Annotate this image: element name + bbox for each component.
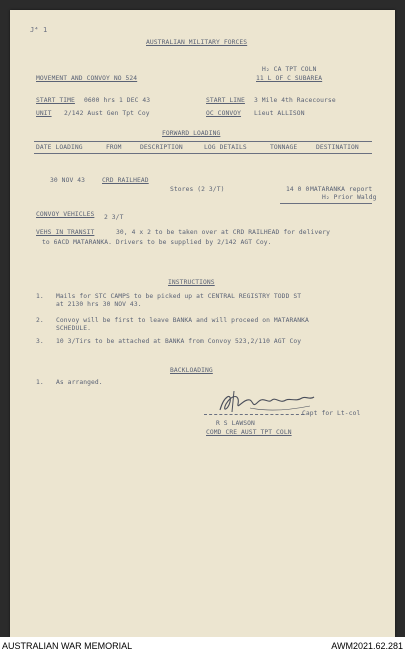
caption-bar: [0, 637, 405, 653]
row-bottom-rule: [280, 203, 372, 204]
oc-convoy-value: Lieut ALLISON: [254, 110, 305, 117]
instruction-text: Convoy will be first to leave BANKA and will proceed on MATARANKA: [56, 317, 309, 324]
document-title: AUSTRALIAN MILITARY FORCES: [146, 39, 248, 46]
instruction-number: 3.: [36, 338, 44, 345]
unit-label: UNIT: [36, 110, 52, 117]
table-top-rule: [34, 141, 372, 142]
oc-convoy-label: OC CONVOY: [206, 110, 242, 117]
hq-heading: H₂ CA TPT COLN: [262, 66, 317, 73]
vehs-in-transit-line: to 6ACD MATARANKA. Drivers to be supplied by 2/142 AGT Coy.: [42, 239, 272, 246]
unit-value: 2/142 Aust Gen Tpt Coy: [64, 110, 150, 117]
row-destination-note: H₂ Prior Waldg: [322, 194, 377, 201]
backloading-heading: BACKLOADING: [170, 367, 213, 374]
instruction-text: at 2130 hrs 30 NOV 43.: [56, 301, 142, 308]
row-tonnage: 14 0 0: [286, 186, 310, 193]
signature-role: COMD CRE AUST TPT COLN: [206, 429, 292, 436]
instruction-text: 10 3/Tirs to be attached at BANKA from Convoy 523,2/110 AGT Coy: [56, 338, 302, 345]
table-header-rule: [34, 153, 372, 154]
column-header: TONNAGE: [270, 144, 298, 151]
backloading-text: As arranged.: [56, 379, 103, 386]
vehs-in-transit-label: VEHS IN TRANSIT: [36, 229, 95, 236]
instruction-text: SCHEDULE.: [56, 325, 92, 332]
signature-name: R S LAWSON: [216, 420, 255, 427]
caption-left: AUSTRALIAN WAR MEMORIAL: [2, 641, 133, 651]
movement-label: MOVEMENT AND CONVOY NO 524: [36, 75, 138, 82]
start-line-value: 3 Mile 4th Racecourse: [254, 97, 336, 104]
column-header: DESCRIPTION: [140, 144, 183, 151]
instruction-text: Mails for STC CAMPS to be picked up at CENTRAL REGISTRY TODD ST: [56, 293, 302, 300]
start-line-label: START LINE: [206, 97, 245, 104]
row-from: CRD RAILHEAD: [102, 177, 149, 184]
convoy-vehicles-label: CONVOY VEHICLES: [36, 211, 95, 218]
signature-line: [204, 414, 304, 415]
corner-handwritten-mark: J⁴ 1: [30, 26, 48, 34]
vehs-in-transit-line: 30, 4 x 2 to be taken over at CRD RAILHEAD for delivery: [116, 229, 331, 236]
convoy-vehicles-value: 2 3/T: [104, 214, 124, 221]
column-header: FROM: [106, 144, 122, 151]
instruction-number: 2.: [36, 317, 44, 324]
column-header: DATE LOADING: [36, 144, 83, 151]
start-time-value: 0600 hrs 1 DEC 43: [84, 97, 151, 104]
row-date: 30 NOV 43: [50, 177, 86, 184]
sheet-number: 11 L OF C SUBAREA: [256, 75, 323, 82]
document-page: [10, 10, 395, 637]
instruction-number: 1.: [36, 293, 44, 300]
column-header: DESTINATION: [316, 144, 359, 151]
signature-title: Capt for Lt-col: [302, 410, 361, 417]
forward-loading-heading: FORWARD LOADING: [162, 130, 221, 137]
caption-right: AWM2021.62.281: [331, 641, 403, 651]
start-time-label: START TIME: [36, 97, 75, 104]
column-header: LOG DETAILS: [204, 144, 247, 151]
backloading-number: 1.: [36, 379, 44, 386]
row-description: Stores (2 3/T): [170, 186, 225, 193]
instructions-heading: INSTRUCTIONS: [168, 279, 215, 286]
row-destination: MATARANKA report: [310, 186, 373, 193]
